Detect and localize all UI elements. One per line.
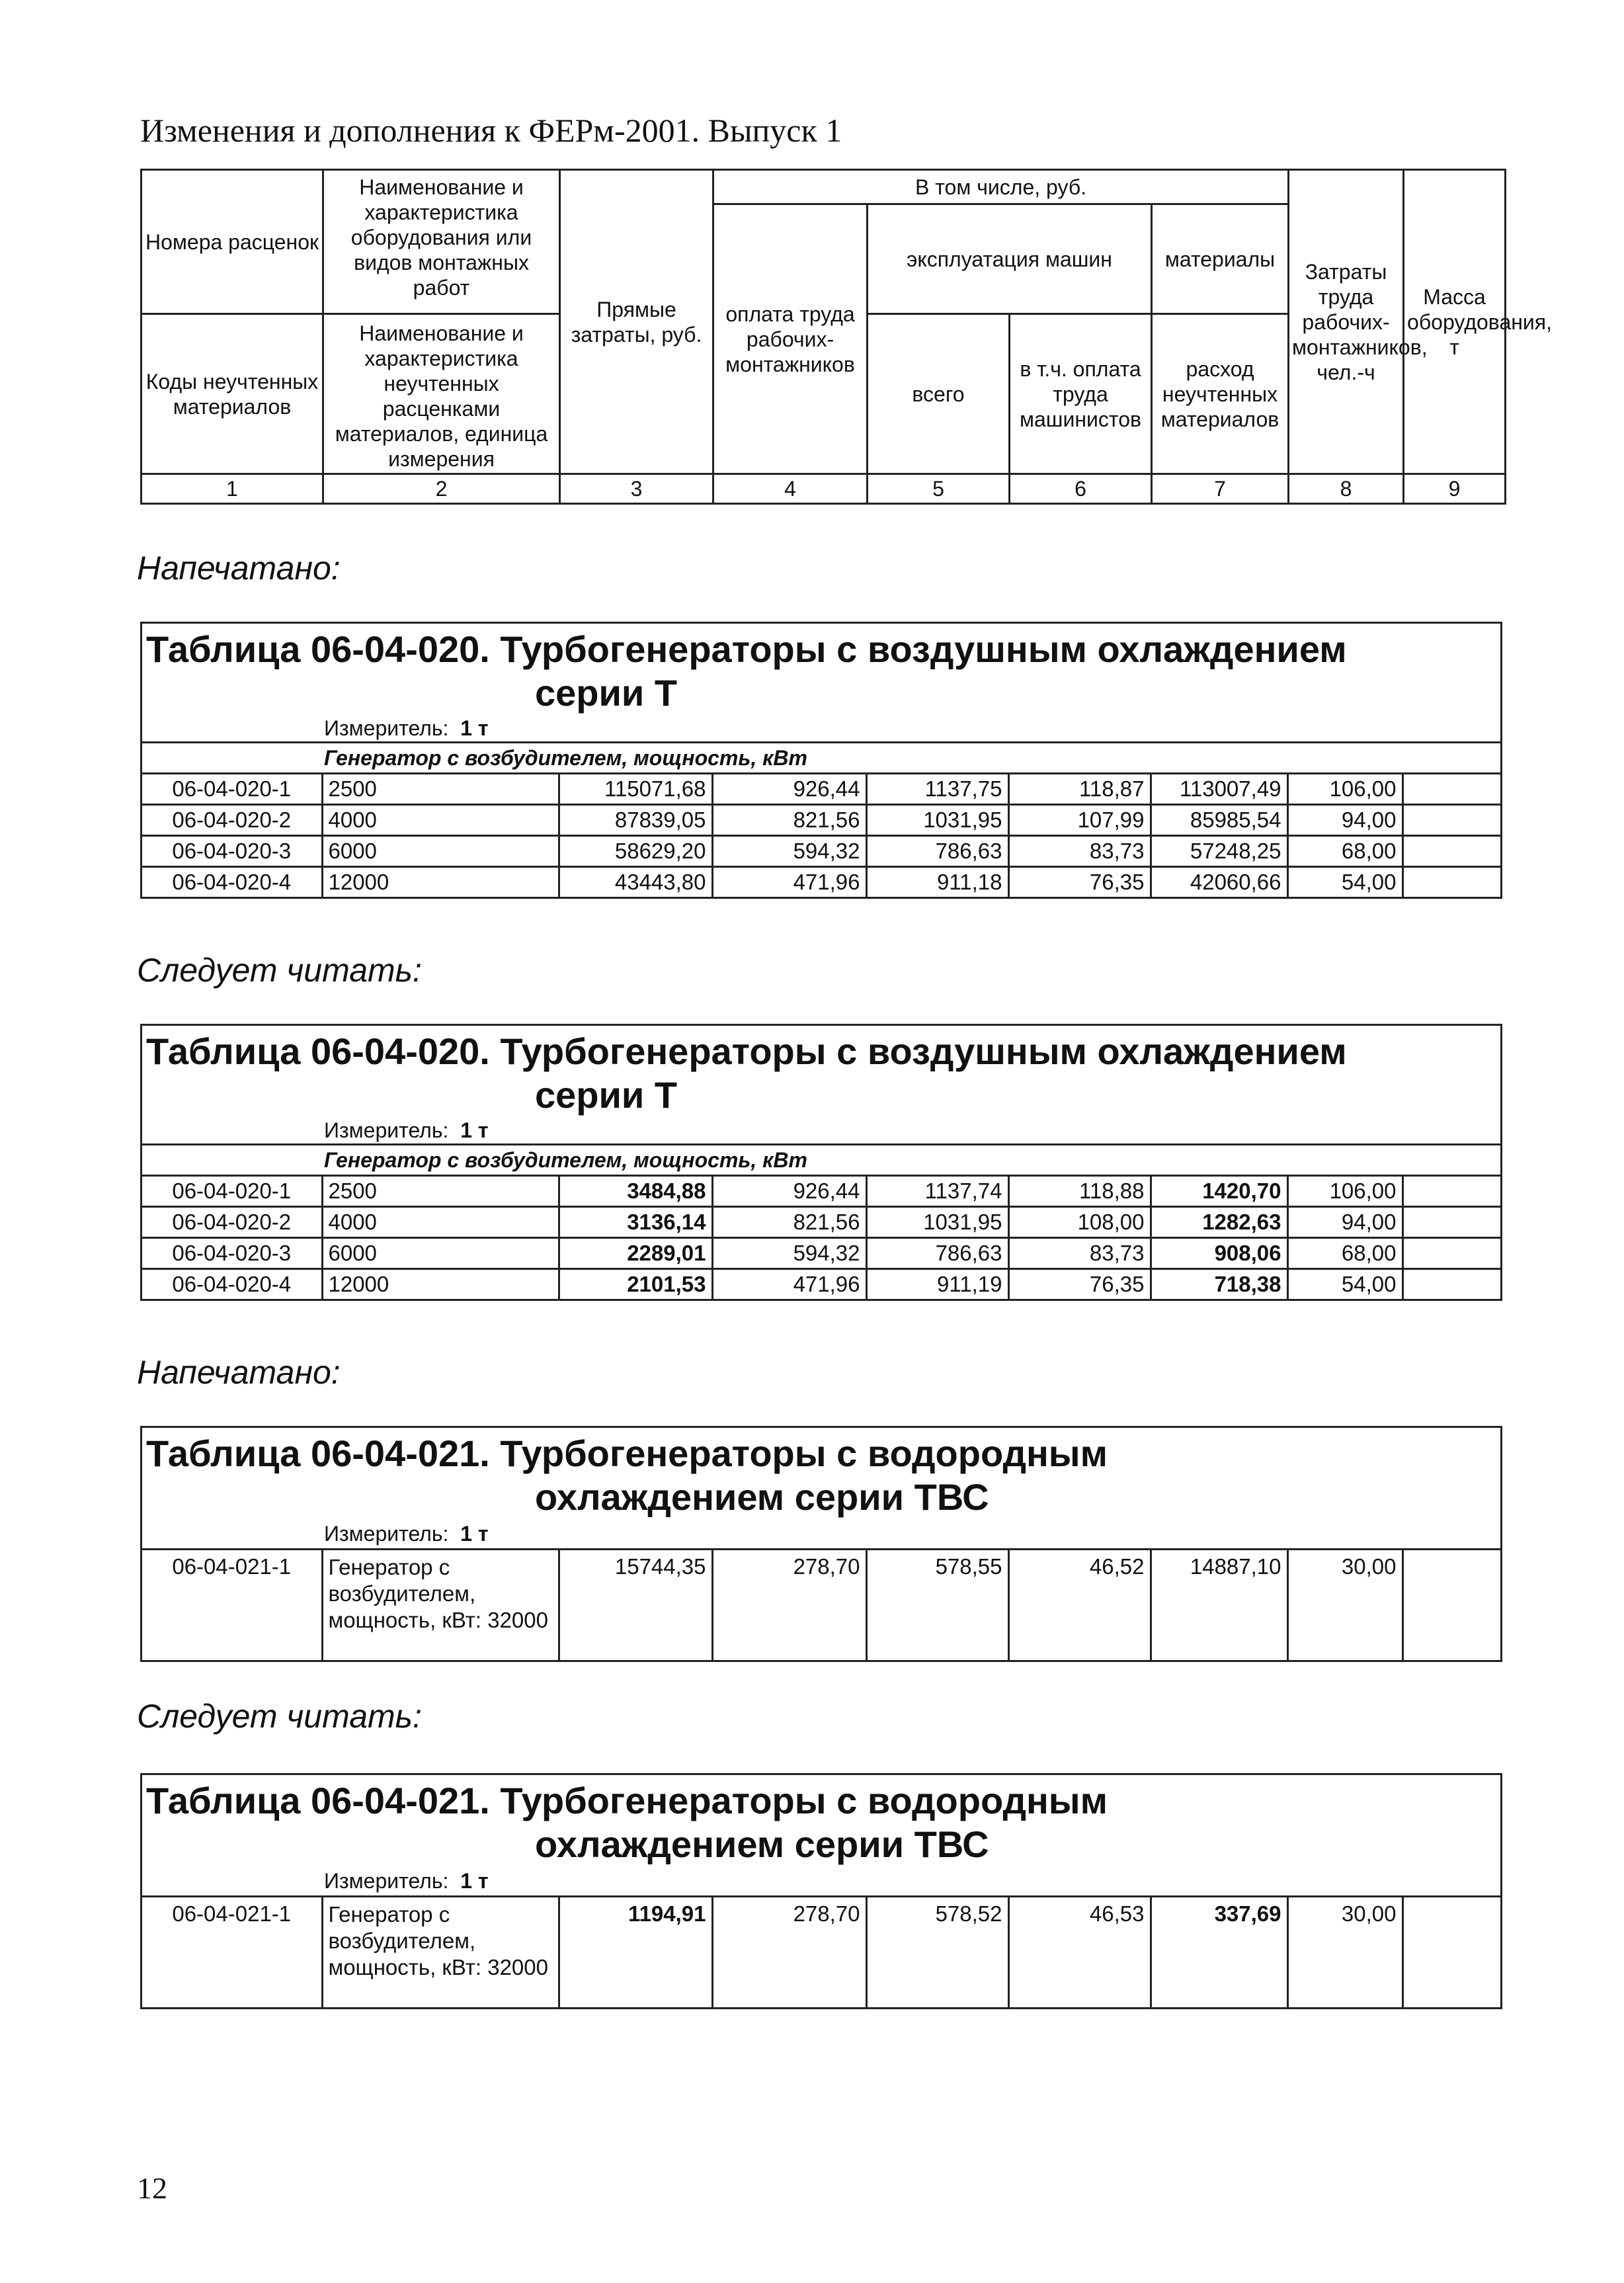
data-table — [142, 1895, 1500, 2007]
table-title — [142, 1026, 1500, 1117]
header-material-codes: Коды неучтенных материалов — [142, 314, 323, 474]
group-heading: Генератор с возбудителем, мощность, кВт — [142, 741, 1500, 772]
materials: 42060,66 — [1151, 867, 1287, 897]
table-title-line1: Таблица 06-04-021. Турбогенераторы с водородным — [146, 1780, 1108, 1821]
power-value: 2500 — [322, 1176, 559, 1207]
direct-costs: 115071,68 — [559, 774, 712, 805]
measure-unit — [142, 1117, 1500, 1143]
table-title — [142, 624, 1500, 715]
machines-total: 1137,75 — [866, 774, 1008, 805]
power-value: 12000 — [322, 1269, 559, 1300]
header-material-usage: расход неучтенных материалов — [1152, 314, 1289, 474]
power-value: 6000 — [322, 836, 559, 867]
mass — [1402, 774, 1500, 805]
direct-costs: 15744,35 — [559, 1550, 712, 1661]
labor-hours: 94,00 — [1287, 1207, 1402, 1238]
table-row — [142, 1897, 1500, 2008]
mass — [1402, 867, 1500, 897]
power-value: 6000 — [322, 1238, 559, 1269]
materials: 1282,63 — [1151, 1207, 1287, 1238]
rate-code: 06-04-020-1 — [142, 774, 322, 805]
col-number: 5 — [868, 474, 1010, 504]
printed-label: Напечатано: — [137, 550, 341, 587]
mass — [1402, 1176, 1500, 1207]
mass — [1402, 1238, 1500, 1269]
worker-wages: 821,56 — [712, 1207, 866, 1238]
direct-costs: 3484,88 — [559, 1176, 712, 1207]
header-equipment-mass: Масса оборудования, т — [1404, 170, 1506, 474]
labor-hours: 30,00 — [1287, 1550, 1402, 1661]
data-table — [142, 1175, 1500, 1299]
machines-total: 578,52 — [866, 1897, 1008, 2008]
corrected-label: Следует читать: — [137, 952, 422, 989]
worker-wages: 471,96 — [712, 1269, 866, 1300]
col-number: 6 — [1010, 474, 1152, 504]
rate-code: 06-04-021-1 — [142, 1550, 322, 1661]
machinist-wages: 76,35 — [1008, 1269, 1151, 1300]
power-value: 12000 — [322, 867, 559, 897]
header-labor-hours: Затраты труда рабочих-монтажников, чел.-ч — [1289, 170, 1404, 474]
mass — [1402, 836, 1500, 867]
machinist-wages: 46,53 — [1008, 1897, 1151, 2008]
measure-label: Измеритель: — [324, 1118, 449, 1142]
table-title-line2: серии Т — [535, 1074, 678, 1116]
measure-unit — [142, 715, 1500, 741]
group-heading: Генератор с возбудителем, мощность, кВт — [142, 1143, 1500, 1175]
table-title-line2: серии Т — [535, 672, 678, 714]
table-title-line1: Таблица 06-04-020. Турбогенераторы с воздушным охлаждением — [146, 628, 1347, 670]
direct-costs: 1194,91 — [559, 1897, 712, 2008]
labor-hours: 54,00 — [1287, 1269, 1402, 1300]
equipment-description: Генератор с возбудителем, мощность, кВт: 32000 — [322, 1550, 559, 1661]
machinist-wages: 107,99 — [1008, 805, 1151, 836]
worker-wages: 594,32 — [712, 1238, 866, 1269]
machines-total: 911,19 — [866, 1269, 1008, 1300]
materials: 1420,70 — [1151, 1176, 1287, 1207]
machines-total: 786,63 — [866, 836, 1008, 867]
machinist-wages: 83,73 — [1008, 836, 1151, 867]
page-number: 12 — [137, 2171, 167, 2205]
col-number: 4 — [713, 474, 868, 504]
rate-code: 06-04-020-2 — [142, 805, 322, 836]
rate-code: 06-04-021-1 — [142, 1897, 322, 2008]
direct-costs: 87839,05 — [559, 805, 712, 836]
measure-value: 1 т — [460, 1522, 489, 1546]
measure-label: Измеритель: — [324, 716, 449, 740]
header-material-names: Наименование и характеристика неучтенных расценками материалов, единица измерения — [323, 314, 560, 474]
direct-costs: 43443,80 — [559, 867, 712, 897]
machines-total: 911,18 — [866, 867, 1008, 897]
rate-code: 06-04-020-3 — [142, 836, 322, 867]
power-value: 4000 — [322, 805, 559, 836]
table-06-04-021-corrected — [140, 1773, 1502, 2009]
col-number: 8 — [1289, 474, 1404, 504]
header-rate-numbers: Номера расценок — [142, 170, 323, 314]
mass — [1402, 1207, 1500, 1238]
header-equipment-name: Наименование и характеристика оборудования или видов монтажных работ — [323, 170, 560, 314]
power-value: 2500 — [322, 774, 559, 805]
table-title — [142, 1775, 1500, 1866]
header-including: В том числе, руб. — [713, 170, 1289, 204]
materials: 85985,54 — [1151, 805, 1287, 836]
materials: 14887,10 — [1151, 1550, 1287, 1661]
measure-label: Измеритель: — [324, 1869, 449, 1893]
worker-wages: 821,56 — [712, 805, 866, 836]
materials: 908,06 — [1151, 1238, 1287, 1269]
header-direct-costs: Прямые затраты, руб. — [560, 170, 713, 474]
machinist-wages: 76,35 — [1008, 867, 1151, 897]
labor-hours: 106,00 — [1287, 1176, 1402, 1207]
table-row — [142, 1550, 1500, 1661]
direct-costs: 58629,20 — [559, 836, 712, 867]
equipment-description: Генератор с возбудителем, мощность, кВт: 32000 — [322, 1897, 559, 2008]
table-title-line1: Таблица 06-04-021. Турбогенераторы с водородным — [146, 1432, 1108, 1474]
worker-wages: 278,70 — [712, 1897, 866, 2008]
column-header-table — [140, 169, 1552, 505]
worker-wages: 594,32 — [712, 836, 866, 867]
worker-wages: 278,70 — [712, 1550, 866, 1661]
table-row — [142, 1269, 1500, 1300]
table-row — [142, 774, 1500, 805]
rate-code: 06-04-020-2 — [142, 1207, 322, 1238]
worker-wages: 471,96 — [712, 867, 866, 897]
measure-unit — [142, 1866, 1500, 1895]
measure-unit — [142, 1519, 1500, 1548]
direct-costs: 2101,53 — [559, 1269, 712, 1300]
power-value: 4000 — [322, 1207, 559, 1238]
rate-code: 06-04-020-4 — [142, 867, 322, 897]
materials: 113007,49 — [1151, 774, 1287, 805]
labor-hours: 54,00 — [1287, 867, 1402, 897]
header-machine-operation: эксплуатация машин — [868, 204, 1152, 314]
measure-label: Измеритель: — [324, 1522, 449, 1546]
table-06-04-020-corrected — [140, 1024, 1502, 1301]
machines-total: 1137,74 — [866, 1176, 1008, 1207]
measure-value: 1 т — [460, 1118, 489, 1142]
table-06-04-020-printed — [140, 622, 1502, 899]
mass — [1402, 1550, 1500, 1661]
table-row — [142, 1207, 1500, 1238]
machinist-wages: 108,00 — [1008, 1207, 1151, 1238]
table-title-line2: охлаждением серии ТВС — [535, 1823, 989, 1865]
data-table — [142, 772, 1500, 897]
machines-total: 786,63 — [866, 1238, 1008, 1269]
table-title-line2: охлаждением серии ТВС — [535, 1476, 989, 1518]
table-row — [142, 1238, 1500, 1269]
machinist-wages: 118,88 — [1008, 1176, 1151, 1207]
header-worker-wages: оплата труда рабочих-монтажников — [713, 204, 868, 474]
corrected-label: Следует читать: — [137, 1698, 422, 1735]
col-number: 7 — [1152, 474, 1289, 504]
machines-total: 1031,95 — [866, 1207, 1008, 1238]
labor-hours: 68,00 — [1287, 836, 1402, 867]
rate-code: 06-04-020-4 — [142, 1269, 322, 1300]
table-row — [142, 867, 1500, 897]
col-number: 2 — [323, 474, 560, 504]
machinist-wages: 118,87 — [1008, 774, 1151, 805]
machinist-wages: 46,52 — [1008, 1550, 1151, 1661]
worker-wages: 926,44 — [712, 1176, 866, 1207]
direct-costs: 2289,01 — [559, 1238, 712, 1269]
rate-code: 06-04-020-3 — [142, 1238, 322, 1269]
materials: 718,38 — [1151, 1269, 1287, 1300]
worker-wages: 926,44 — [712, 774, 866, 805]
table-title-line1: Таблица 06-04-020. Турбогенераторы с воздушным охлаждением — [146, 1030, 1347, 1072]
materials: 57248,25 — [1151, 836, 1287, 867]
machines-total: 1031,95 — [866, 805, 1008, 836]
mass — [1402, 1897, 1500, 2008]
table-row — [142, 836, 1500, 867]
labor-hours: 68,00 — [1287, 1238, 1402, 1269]
rate-code: 06-04-020-1 — [142, 1176, 322, 1207]
materials: 337,69 — [1151, 1897, 1287, 2008]
header-machinist-wages: в т.ч. оплата труда машинистов — [1010, 314, 1152, 474]
mass — [1402, 1269, 1500, 1300]
measure-value: 1 т — [460, 716, 489, 740]
measure-value: 1 т — [460, 1869, 489, 1893]
direct-costs: 3136,14 — [559, 1207, 712, 1238]
col-number: 9 — [1404, 474, 1506, 504]
col-number: 1 — [142, 474, 323, 504]
mass — [1402, 805, 1500, 836]
machines-total: 578,55 — [866, 1550, 1008, 1661]
table-row — [142, 805, 1500, 836]
table-title — [142, 1428, 1500, 1519]
table-06-04-021-printed — [140, 1426, 1502, 1662]
table-row — [142, 1176, 1500, 1207]
machinist-wages: 83,73 — [1008, 1238, 1151, 1269]
document-title: Изменения и дополнения к ФЕРм-2001. Выпуск 1 — [140, 112, 842, 149]
col-number: 3 — [560, 474, 713, 504]
header-materials: материалы — [1152, 204, 1289, 314]
printed-label: Напечатано: — [137, 1354, 341, 1391]
data-table — [142, 1548, 1500, 1660]
labor-hours: 30,00 — [1287, 1897, 1402, 2008]
labor-hours: 106,00 — [1287, 774, 1402, 805]
labor-hours: 94,00 — [1287, 805, 1402, 836]
header-machines-total: всего — [868, 314, 1010, 474]
